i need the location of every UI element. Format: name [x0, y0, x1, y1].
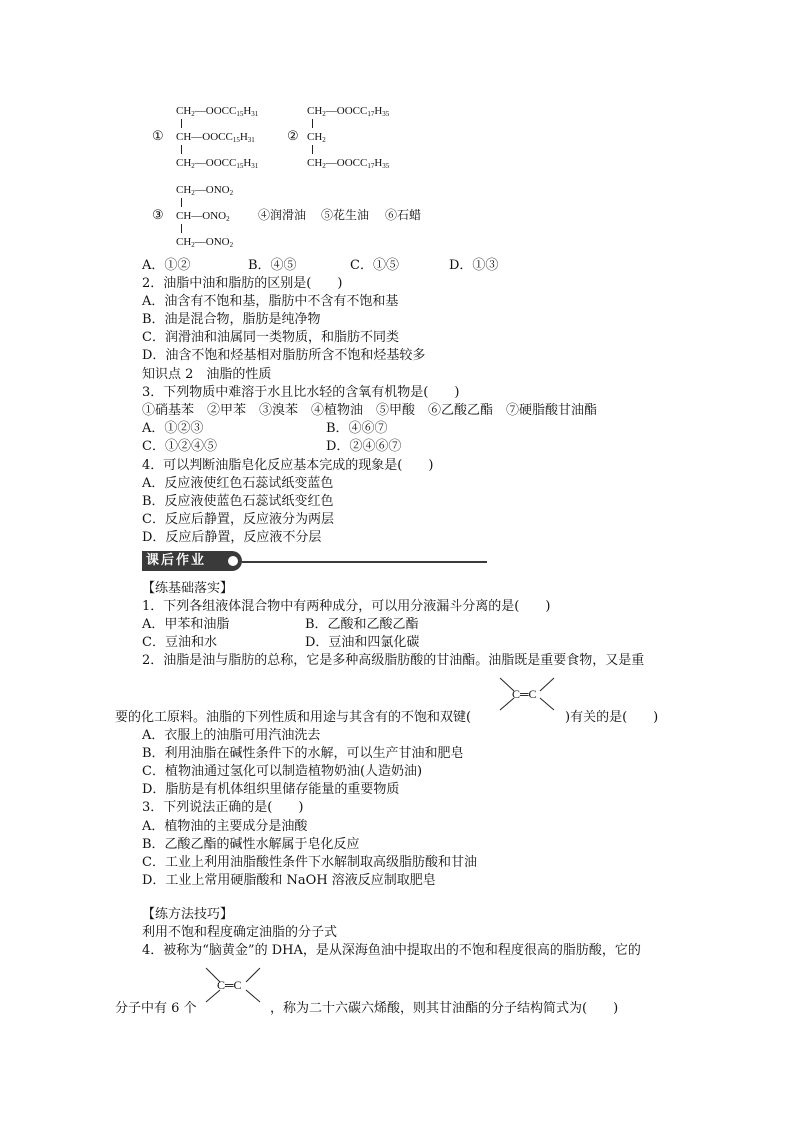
other-substance-4: ④润滑油 [258, 208, 307, 222]
structure-1-bot: $CH_2—OOCC_{15}H_{31}$ [176, 157, 259, 170]
structure-1-mid: $CH—OOCC_{15}H_{31}$ [176, 131, 255, 144]
q3-option-a: A．①②③ [142, 421, 204, 436]
q2-stem: 2．油脂中油和脂肪的区别是( ) [142, 276, 343, 291]
q2-option-b: B．油是混合物，脂肪是纯净物 [142, 312, 321, 327]
structure-2-bond-upper [312, 119, 313, 128]
hw1-option-a: A．甲苯和油脂 [142, 617, 230, 632]
hw1-option-b: B．乙酸和乙酸乙酯 [305, 617, 419, 632]
double-bond-structure-1 [492, 676, 562, 714]
banner-dot-icon [228, 556, 238, 566]
other-substance-6: ⑥石蜡 [385, 208, 422, 222]
structure-1-bond-lower [181, 145, 182, 154]
q3-option-b: B．④⑥⑦ [326, 421, 388, 436]
q3-stem: 3．下列物质中难溶于水且比水轻的含氧有机物是( ) [142, 385, 460, 400]
q1-option-c: C．①⑤ [350, 258, 399, 273]
structure-3-mid: $CH—ONO_2$ [176, 210, 230, 223]
hw4-line-1: 4．被称为“脑黄金”的 DHA，是从深海鱼油中提取出的不饱和程度很高的脂肪酸，它的 [142, 943, 641, 958]
hw2-line-1: 2．油脂是油与脂肪的总称，它是多种高级脂肪酸的甘油酯。油脂既是重要食物，又是重 [142, 653, 645, 668]
homework-banner [142, 551, 487, 573]
structure-2-top: $CH_2—OOCC_{17}H_{35}$ [307, 105, 390, 118]
structure-3-bond-upper [181, 198, 182, 207]
structure-2-bond-lower [312, 145, 313, 154]
section-basic: 【练基础落实】 [142, 581, 234, 596]
section-method: 【练方法技巧】 [142, 907, 234, 922]
hw1-stem: 1．下列各组液体混合物中有两种成分，可以用分液漏斗分离的是( ) [142, 599, 551, 614]
structure-3-bond-lower [181, 224, 182, 233]
structure-2-marker: ② [287, 129, 299, 144]
banner-rule [242, 561, 487, 563]
q1-option-d: D．①③ [449, 258, 499, 273]
q3-items: ①硝基苯 ②甲苯 ③溴苯 ④植物油 ⑤甲酸 ⑥乙酸乙酯 ⑦硬脂酸甘油酯 [142, 403, 598, 418]
q4-option-b: B．反应液使蓝色石蕊试纸变红色 [142, 494, 334, 509]
q4-option-c: C．反应后静置，反应液分为两层 [142, 512, 334, 527]
double-bond-label-1: C═C [512, 687, 537, 701]
q1-option-a: A．①② [142, 258, 191, 273]
hw3-option-b: B．乙酸乙酯的碱性水解属于皂化反应 [142, 837, 360, 852]
q2-option-a: A．油含有不饱和基，脂肪中不含有不饱和基 [142, 294, 399, 309]
hw2-option-c: C．植物油通过氢化可以制造植物奶油(人造奶油) [142, 764, 423, 779]
hw2-option-b: B．利用油脂在碱性条件下的水解，可以生产甘油和肥皂 [142, 746, 464, 761]
hw3-option-d: D．工业上常用硬脂酸和 NaOH 溶液反应制取肥皂 [142, 873, 436, 888]
structure-2-mid: $CH_2$ [307, 131, 326, 144]
double-bond-structure-2 [200, 966, 266, 1006]
hw2-line-2-post: )有关的是( ) [565, 710, 659, 725]
q4-stem: 4．可以判断油脂皂化反应基本完成的现象是( ) [142, 458, 434, 473]
hw4-line-2-pre: 分子中有 6 个 [115, 1001, 197, 1016]
hw3-option-a: A．植物油的主要成分是油酸 [142, 819, 308, 834]
hw1-option-c: C．豆油和水 [142, 635, 217, 650]
method-title: 利用不饱和程度确定油脂的分子式 [142, 925, 338, 940]
q2-option-d: D．油含不饱和烃基相对脂肪所含不饱和烃基较多 [142, 348, 426, 363]
structure-3-marker: ③ [152, 208, 164, 223]
hw3-stem: 3．下列说法正确的是( ) [142, 800, 304, 815]
hw2-option-a: A．衣服上的油脂可用汽油洗去 [142, 728, 321, 743]
other-substance-5: ⑤花生油 [321, 208, 370, 222]
q4-option-a: A．反应液使红色石蕊试纸变蓝色 [142, 476, 334, 491]
structure-3-top: $CH_2—ONO_2$ [176, 184, 234, 197]
hw2-line-2-pre: 要的化工原料。油脂的下列性质和用途与其含有的不饱和双键( [115, 710, 472, 725]
q3-option-c: C．①②④⑤ [142, 439, 217, 454]
structure-3-bot: $CH_2—ONO_2$ [176, 236, 234, 249]
hw4-line-2-post: ，称为二十六碳六烯酸，则其甘油酯的分子结构简式为( ) [270, 1001, 619, 1016]
structure-1-top: $CH_2—OOCC_{15}H_{31}$ [176, 105, 259, 118]
q2-option-c: C．润滑油和油属同一类物质，和脂肪不同类 [142, 330, 399, 345]
structure-2-bot: $CH_2—OOCC_{17}H_{35}$ [307, 157, 390, 170]
q1-option-b: B．④⑤ [248, 258, 297, 273]
hw3-option-c: C．工业上利用油脂酸性条件下水解制取高级脂肪酸和甘油 [142, 855, 477, 870]
structure-1-bond-upper [181, 119, 182, 128]
hw1-option-d: D．豆油和四氯化碳 [305, 635, 420, 650]
q4-option-d: D．反应后静置，反应液不分层 [142, 530, 322, 545]
structure-1-marker: ① [152, 129, 164, 144]
double-bond-label-2: C═C [217, 978, 242, 992]
q3-option-d: D．②④⑥⑦ [326, 439, 402, 454]
homework-banner-label: 课后作业 [142, 551, 242, 571]
hw2-option-d: D．脂肪是有机体组织里储存能量的重要物质 [142, 782, 400, 797]
knowledge-point-2: 知识点 2 油脂的性质 [142, 367, 272, 382]
